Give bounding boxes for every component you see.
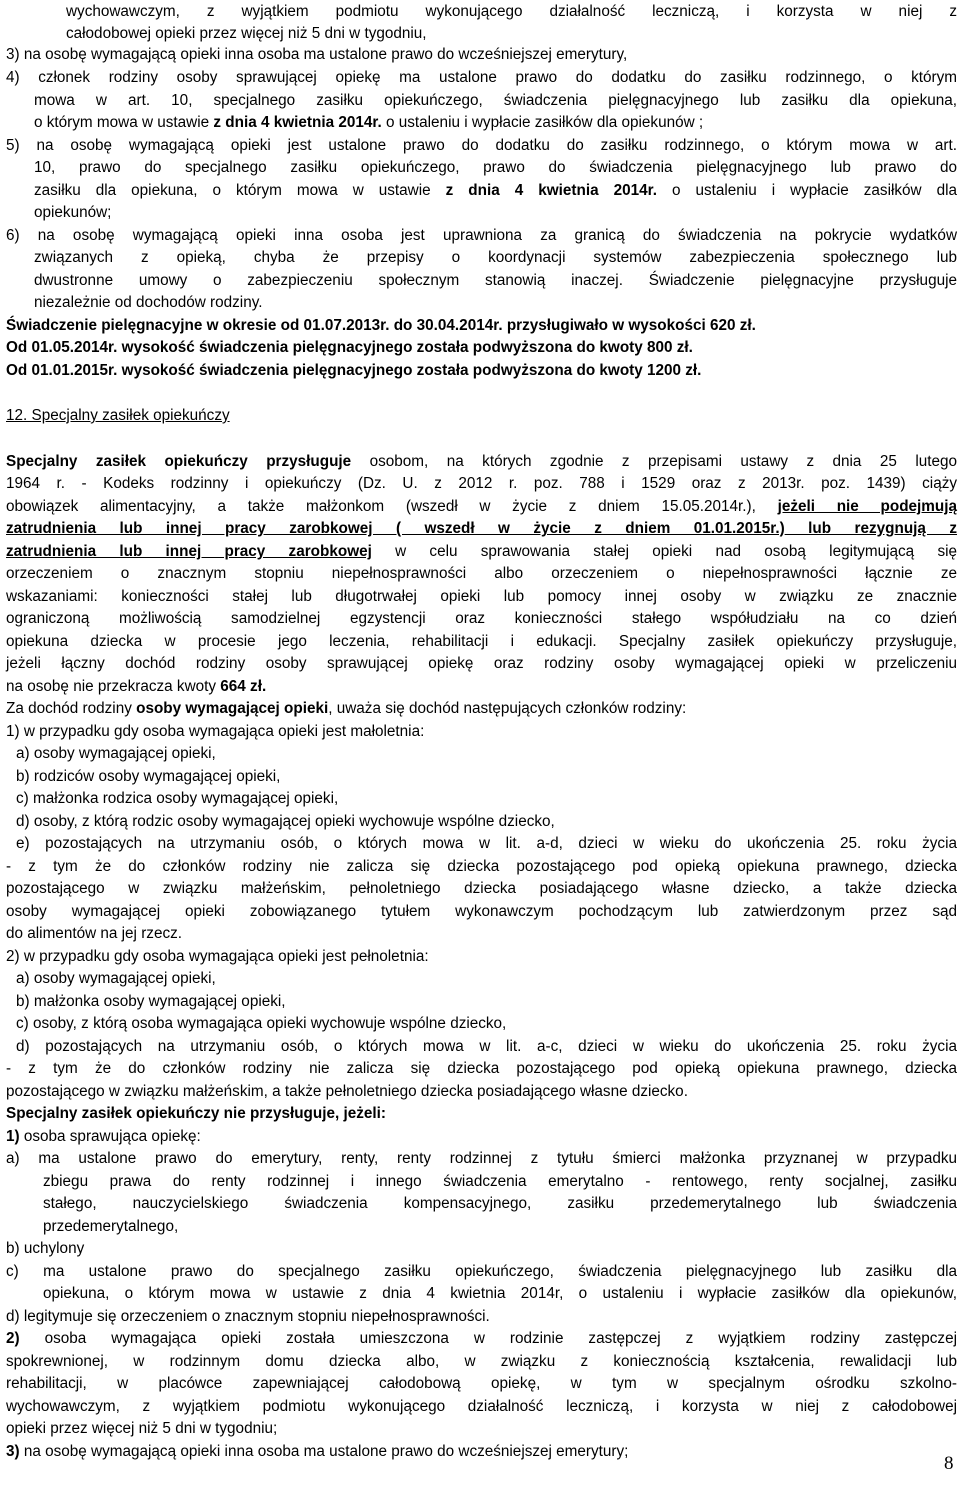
text-span: na osobę nie przekracza kwoty [6,678,221,695]
text-span: osobom, na których zgodnie z przepisami ustawy z dnia 25 lutego [351,453,957,470]
text-line: d) osoby, z którą rodzic osoby wymagającej opieki wychowuje wspólne dziecko, [16,813,555,830]
text-line: d) pozostających na utrzymaniu osób, o których mowa w lit. a-c, dzieci w wieku do ukończenia 25. roku życia [16,1038,957,1055]
page-number: 8 [944,1453,954,1474]
text-line: do alimentów na jej rzecz. [6,925,182,942]
text-line: jeżeli łączny dochód rodziny osoby sprawującej opiekę oraz rodziny osoby wymagającej opieki w przeliczeniu [6,655,957,672]
text-line [6,496,957,518]
text-line: a) ma ustalone prawo do emerytury, renty, renty rodzinnej z tytułu śmierci małżonka przyznanej w przypadku [6,1150,957,1167]
text-line: orzeczeniem o znacznym stopniu niepełnosprawności albo orzeczeniem o niepełnosprawności łącznie ze [6,565,957,582]
text-span: Za dochód rodziny [6,700,137,717]
text-span: osoby wymagającej opieki [136,700,329,717]
text-span: Specjalny zasiłek opiekuńczy przysługuje [6,453,352,470]
text-line: b) rodziców osoby wymagającej opieki, [16,768,281,785]
text-line: 3) na osobę wymagającą opieki inna osoba ma ustalone prawo do wcześniejszej emerytury, [6,46,628,63]
text-line [6,698,686,720]
text-line [6,676,266,698]
text-line: d) legitymuje się orzeczeniem o znacznym stopniu niepełnosprawności. [6,1308,490,1325]
text-line: - z tym że do członków rodziny nie zalicza się dziecka pozostającego pod opieką opiekuna prawnego, dziecka [6,1060,957,1077]
text-line: 12. Specjalny zasiłek opiekuńczy [6,407,230,424]
text-line: opiekunów; [34,204,112,221]
text-span: jeżeli nie podejmują [777,498,957,515]
text-line: - z tym że do członków rodziny nie zalicza się dziecka pozostającego pod opieką opiekuna prawnego, dziecka [6,858,957,875]
text-line: 10, prawo do specjalnego zasiłku opiekuńczego, prawo do świadczenia pielęgnacyjnego lub prawo do [34,159,957,176]
text-line: zbiegu prawa do renty rodzinnej i innego świadczenia emerytalno - rentowego, renty socjalnej, zasiłku [43,1173,957,1190]
text-line: c) małżonka rodzica osoby wymagającej opieki, [16,790,339,807]
text-line: dwustronne umowy o zabezpieczeniu społecznym stanowią inaczej. Świadczenie pielęgnacyjne przysługuje [34,272,957,289]
text-line [6,541,957,563]
text-span: o ustaleniu i wypłacie zasiłków dla opiekunów ; [381,114,704,131]
text-line: pozostającego w związku małżeńskim, pełnoletniego dziecka posiadającego własne dziecko, a także dziecka [6,880,957,897]
text-span: obowiązek alimentacyjny, a także małżonkom (wszedł w życie z dniem 15.05.2014r.), [6,498,778,515]
text-span: na osobę wymagającą opieki inna osoba ma ustalone prawo do wcześniejszej emerytury; [19,1443,629,1460]
text-line: opiekuna dziecka w procesie jego leczenia, rehabilitacji i edukacji. Specjalny zasiłek opiekuńczy przysługuje, [6,633,957,650]
text-line [6,518,957,540]
text-line [34,180,957,202]
text-line [6,1441,628,1463]
text-line: wychowawczym, z wyjątkiem podmiotu wykonującego działalność leczniczą, i korzysta w niej z [66,3,957,20]
text-line: rehabilitacji, w placówce zapewniającej całodobową opiekę, w tym w specjalnym ośrodku szkolno- [6,1375,957,1392]
text-line: a) osoby wymagającej opieki, [16,970,216,987]
text-line [6,1126,201,1148]
text-span: z dnia 4 kwietnia 2014r. [445,182,657,199]
text-line [6,451,957,473]
text-line: c) ma ustalone prawo do specjalnego zasiłku opiekuńczego, świadczenia pielęgnacyjnego lub zasiłku dla [6,1263,957,1280]
text-span: osoba wymagająca opieki została umieszczona w rodzinie zastępczej z wyjątkiem rodziny zastępczej [19,1330,957,1347]
text-line: ograniczoną możliwością samodzielnej egzystencji oraz konieczności stałego współudziału na co dzień [6,610,957,627]
text-line: a) osoby wymagającej opieki, [16,745,216,762]
text-span: zasiłku dla opiekuna, o którym mowa w ustawie [34,182,446,199]
text-line: mowa w art. 10, specjalnego zasiłku opiekuńczego, świadczenia pielęgnacyjnego lub zasiłku dla opiekuna, [34,92,957,109]
text-span: zatrudnienia lub innej pracy zarobkowej ( wszedł w życie z dniem 01.01.2015r.) [6,520,785,537]
text-span: 664 zł. [220,678,267,695]
text-line: Specjalny zasiłek opiekuńczy nie przysługuje, jeżeli: [6,1105,387,1122]
text-line: c) osoby, z którą osoba wymagająca opieki wychowuje wspólne dziecko, [16,1015,507,1032]
text-span: w celu sprawowania stałej opieki nad osobą legitymującą się [371,543,957,560]
text-line [34,112,703,134]
text-span: zatrudnienia lub innej pracy zarobkowej [6,543,372,560]
text-line: całodobowej opieki przez więcej niż 5 dni w tygodniu, [66,25,427,42]
text-line: 1) w przypadku gdy osoba wymagająca opieki jest małoletnia: [6,723,425,740]
text-line: Świadczenie pielęgnacyjne w okresie od 01.07.2013r. do 30.04.2014r. przysługiwało w wysokości 620 zł. [6,317,756,334]
text-line: 1964 r. - Kodeks rodzinny i opiekuńczy (Dz. U. z 2012 r. poz. 788 i 1529 oraz z 2013r. poz. 1439) ciąży [6,475,957,492]
text-span: o którym mowa w ustawie [34,114,214,131]
text-line: osoby wymagającej opieki zobowiązanego tytułem wykonawczym pochodzącym lub zatwierdzonym przez sąd [6,903,957,920]
text-span: Od 01.05.2014r. [6,339,118,356]
text-line: stałego, nauczycielskiego świadczenia kompensacyjnego, zasiłku przedemerytalnego lub świadczenia [43,1195,957,1212]
text-line: przedemerytalnego, [43,1218,179,1235]
text-line: 5) na osobę wymagającą opieki jest ustalone prawo do dodatku do zasiłku rodzinnego, o którym mowa w art. [6,137,957,154]
text-span: osoba sprawująca opiekę: [19,1128,201,1145]
text-line: związanych z opieką, chyba że przepisy o koordynacji systemów zabezpieczenia społecznego lub [34,249,957,266]
text-line [6,337,693,359]
text-span: 1) [6,1128,20,1145]
text-span: 3) [6,1443,20,1460]
text-line: pozostającego w związku małżeńskim, a także pełnoletniego dziecka posiadającego własne dziecko. [6,1083,688,1100]
text-span: 2) [6,1330,20,1347]
text-span: wysokość świadczenia pielęgnacyjnego została podwyższona do kwoty 1200 zł. [117,362,702,379]
text-line [6,1328,957,1350]
text-line: 2) w przypadku gdy osoba wymagająca opieki jest pełnoletnia: [6,948,429,965]
text-line: niezależnie od dochodów rodziny. [34,294,263,311]
text-line: b) małżonka osoby wymagającej opieki, [16,993,286,1010]
text-span: lub rezygnują z [784,520,958,537]
text-span: o ustaleniu i wypłacie zasiłków dla [656,182,957,199]
text-line: spokrewnionej, w rodzinnym domu dziecka albo, w związku z koniecznością kształcenia, rewalidacji lub [6,1353,957,1370]
text-line: wychowawczym, z wyjątkiem podmiotu wykonującego działalność leczniczą, i korzysta w niej z całodobowej [6,1398,957,1415]
text-line: 6) na osobę wymagającą opieki inna osoba jest uprawniona za granicą do świadczenia na pokrycie wydatków [6,227,957,244]
text-span: , uważa się dochód następujących członków rodziny: [328,700,687,717]
text-line: wskazaniami: konieczności stałej lub długotrwałej opieki lub pomocy innej osoby w związku ze znacznie [6,588,957,605]
text-line: opieki przez więcej niż 5 dni w tygodniu; [6,1420,278,1437]
text-line: 4) członek rodziny osoby sprawującej opiekę ma ustalone prawo do dodatku do zasiłku rodzinnego, o którym [6,69,957,86]
text-line: opiekuna, o którym mowa w ustawie z dnia 4 kwietnia 2014r, o ustaleniu i wypłacie zasiłków dla opiekunów, [43,1285,957,1302]
text-span: wysokość świadczenia pielęgnacyjnego została podwyższona do kwoty 800 zł. [117,339,693,356]
text-line [6,360,701,382]
text-line: e) pozostających na utrzymaniu osób, o których mowa w lit. a-d, dzieci w wieku do ukończenia 25. roku życia [16,835,957,852]
text-span: Od 01.01.2015r. [6,362,118,379]
text-line: b) uchylony [6,1240,85,1257]
text-span: z dnia 4 kwietnia 2014r. [213,114,382,131]
